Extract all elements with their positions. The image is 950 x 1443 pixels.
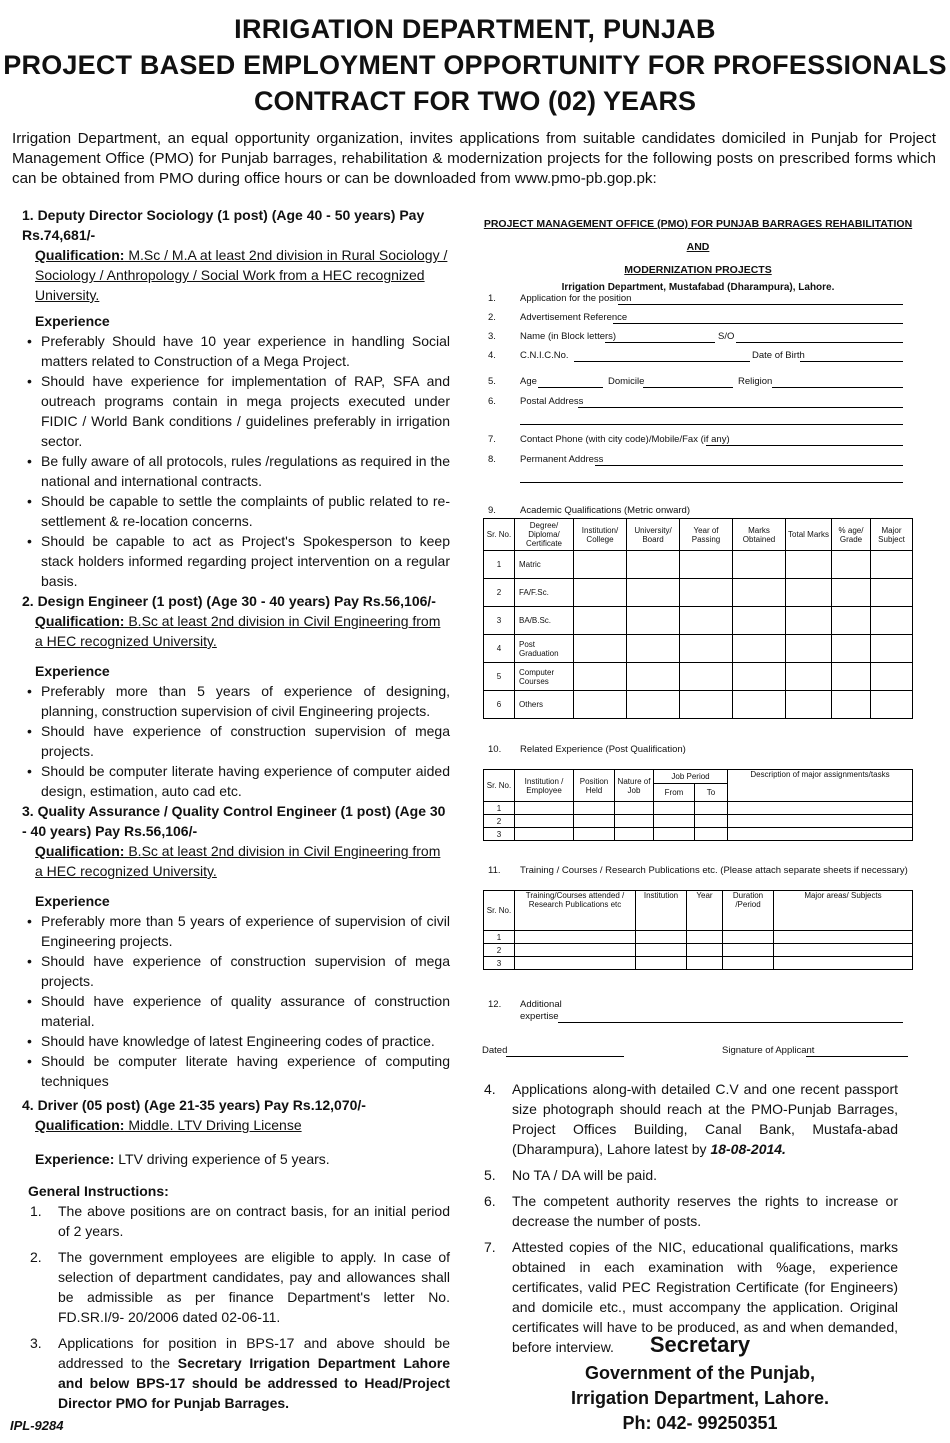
experience-list [22,331,450,591]
table-row [484,957,913,970]
field-permanent-address [478,454,908,468]
table-cell[interactable] [680,663,733,691]
field-label: Contact Phone (with city code)/Mobile/Fax (if any) [520,434,730,445]
table-cell[interactable] [786,635,832,663]
column-header: Institution / Employee [515,770,574,802]
field-contact-phone [478,434,908,448]
input-line[interactable] [520,482,903,483]
item-number: 3. [30,1335,42,1351]
table-cell[interactable] [615,815,654,828]
input-line[interactable] [643,387,733,388]
input-line[interactable] [520,424,903,425]
list-item: • Should be capable to act as Project's Spokesperson to keep stack holders informed regarding project intervention on a regular basis. [41,531,450,591]
table-cell[interactable] [654,828,695,841]
table-header-row [484,770,913,784]
table-cell[interactable] [723,944,774,957]
input-line[interactable] [574,361,750,362]
column-header: From [654,784,695,802]
post-title: 2. Design Engineer (1 post) (Age 30 - 40 years) Pay Rs.56,106/- [22,593,436,609]
input-line[interactable] [772,387,903,388]
experience-text: LTV driving experience of 5 years. [114,1151,330,1167]
dated-label: Dated [482,1045,508,1056]
instruction-item [22,1201,450,1241]
field-postal-address [478,396,908,410]
instructions-continued [478,1079,898,1363]
instruction-item [478,1079,898,1159]
instruction-item [478,1191,898,1231]
input-line[interactable] [595,465,903,466]
table-cell[interactable] [627,551,680,579]
column-header: Description of major assignments/tasks [728,770,913,802]
column-header: Duration /Period [723,891,774,931]
field-label: Application for the position [520,293,632,304]
post-title: 3. Quality Assurance / Quality Control Engineer (1 post) (Age 30 - 40 years) Pay Rs.56,106/- [22,803,446,839]
table-cell[interactable] [574,663,627,691]
signoff-phone: Ph: 042- 99250351 [622,1413,778,1433]
related-experience-label [478,744,908,758]
column-header: Sr. No. [484,770,515,802]
driver-experience [35,1149,450,1169]
table-cell[interactable] [723,931,774,944]
column-header: Training/Courses attended / Research Publications etc [515,891,636,931]
table-cell[interactable] [733,691,786,719]
field-label: Training / Courses / Research Publications etc. (Please attach separate sheets if necessary) [520,865,908,876]
list-item: • Preferably more than 5 years of experience of designing, planning, construction supervision of civil Engineering projects. [41,681,450,721]
table-row [484,815,913,828]
table-cell[interactable] [774,944,913,957]
row-number: 3 [484,607,515,635]
signoff-title: Secretary [649,1332,751,1357]
row-degree: Computer Courses [515,663,574,691]
field-number: 7. [488,434,496,445]
experience-table [483,769,913,841]
table-cell[interactable] [680,551,733,579]
table-cell[interactable] [728,828,913,841]
ad-title-department: IRRIGATION DEPARTMENT, PUNJAB [234,14,716,44]
field-label: C.N.I.C.No. [520,350,569,361]
item-number: 2. [30,1249,42,1265]
field-age [478,376,908,390]
table-cell[interactable] [654,802,695,815]
field-label: Age [520,376,537,387]
field-advertisement-reference [478,312,908,326]
table-cell[interactable] [786,551,832,579]
input-line[interactable] [605,342,715,343]
table-cell[interactable] [695,828,728,841]
item-text: Attested copies of the NIC, educational qualifications, marks obtained in each examination with %age, experience certificates, valid PEC Registration Certificate (for Engineers) and domicile etc., must accompany the application. Original certificates will have to be produced, as and when demanded, before interview. [512,1239,898,1355]
general-instructions-list [22,1201,450,1413]
table-cell[interactable] [871,579,913,607]
table-cell[interactable] [627,579,680,607]
row-degree: Others [515,691,574,719]
column-header: Job Period [654,770,728,784]
field-number: 6. [488,396,496,407]
table-cell[interactable] [832,691,871,719]
table-cell[interactable] [574,802,615,815]
row-number: 3 [484,957,515,970]
experience-heading: Experience [35,313,110,329]
qualification-text: B.Sc at least 2nd division in Civil Engineering from a HEC recognized University. [35,613,441,649]
input-line[interactable] [806,1056,908,1057]
list-item: • Should be computer literate having experience of computing techniques [41,1051,450,1091]
signoff-department: Irrigation Department, Lahore. [570,1388,830,1408]
table-cell[interactable] [871,691,913,719]
instruction-item [22,1247,450,1327]
table-header-row [484,891,913,931]
item-text: No TA / DA will be paid. [512,1167,657,1183]
column-header: Year [687,891,723,931]
table-cell[interactable] [728,802,913,815]
field-label: Name (in Block letters) [520,331,617,342]
instruction-item [22,1333,450,1413]
general-instructions-heading: General Instructions: [28,1183,169,1199]
experience-list [22,911,450,1091]
row-degree: Post Graduation [515,635,574,663]
field-number: 12. [488,999,502,1010]
application-form [478,213,918,1056]
field-name [478,331,908,345]
table-cell[interactable] [832,579,871,607]
experience-label: Experience: [35,1151,115,1167]
table-row [484,663,913,691]
dated-field [478,1045,908,1059]
row-number: 2 [484,579,515,607]
input-line[interactable] [618,304,903,305]
table-cell[interactable] [687,931,723,944]
row-number: 1 [484,802,515,815]
input-line[interactable] [736,342,903,343]
list-item: • Preferably more than 5 years of experience of supervision of civil Engineering projects. [41,911,450,951]
qualification-text: M.Sc / M.A at least 2nd division in Rural Sociology / Sociology / Anthropology / Social Work from a HEC recognized University. [35,247,448,303]
table-row [484,931,913,944]
table-cell[interactable] [515,828,574,841]
column-header: Major Subject [871,519,913,551]
table-cell[interactable] [680,579,733,607]
table-cell[interactable] [786,607,832,635]
column-header: Institution/ College [574,519,627,551]
post-qualification [35,611,450,651]
table-cell[interactable] [515,815,574,828]
row-number: 4 [484,635,515,663]
input-line[interactable] [706,445,903,446]
post-title: 1. Deputy Director Sociology (1 post) (Age 40 - 50 years) Pay Rs.74,681/- [22,207,425,243]
item-text-bold: Secretary Irrigation Department Lahore and below BPS-17 should be addressed to Head/Project Director PMO for Punjab Barrages. [58,1355,451,1411]
table-cell[interactable] [574,607,627,635]
list-item: • Preferably Should have 10 year experience in handling Social matters related to Construction of a Mega Project. [41,331,450,371]
post-title: 4. Driver (05 post) (Age 21-35 years) Pay Rs.12,070/- [22,1097,366,1113]
table-cell[interactable] [627,691,680,719]
field-number: 8. [488,454,496,465]
academic-qualifications-label [478,505,908,519]
field-number: 9. [488,505,496,516]
row-degree: FA/F.Sc. [515,579,574,607]
academic-table [483,518,913,719]
list-item: • Should have experience for implementation of RAP, SFA and outreach programs contain in mega projects executed under FIDIC / World Bank conditions / guidelines preferably in irrigation sector. [41,371,450,451]
ad-title-contract: CONTRACT FOR TWO (02) YEARS [253,86,696,116]
table-cell[interactable] [733,607,786,635]
item-number: 5. [484,1167,496,1183]
column-header: Institution [636,891,687,931]
dob-label: Date of Birth [752,350,805,361]
ad-title-opportunity: PROJECT BASED EMPLOYMENT OPPORTUNITY FOR PROFESSIONALS [3,50,947,80]
form-title-line1: PROJECT MANAGEMENT OFFICE (PMO) FOR PUNJAB BARRAGES REHABILITATION AND [483,218,913,253]
table-cell[interactable] [832,607,871,635]
table-row [484,828,913,841]
column-header: Degree/ Diploma/ Certificate [515,519,574,551]
column-header: Nature of Job [615,770,654,802]
field-position [478,293,908,307]
table-cell[interactable] [687,944,723,957]
item-number: 1. [30,1203,42,1219]
table-cell[interactable] [627,607,680,635]
religion-label: Religion [738,376,773,387]
table-cell[interactable] [574,828,615,841]
table-row [484,802,913,815]
column-header: Sr. No. [484,519,515,551]
qualification-label: Qualification: [35,843,125,859]
table-cell[interactable] [615,802,654,815]
training-label [478,865,908,879]
table-cell[interactable] [680,635,733,663]
item-number: 6. [484,1193,496,1209]
item-text: Applications along-with detailed C.V and one recent passport size photograph should reach at the PMO-Punjab Barrages, Project Offices Building, Canal Bank, Mustafa-abad (Dharampura), Lahore latest by [512,1081,898,1157]
input-line[interactable] [613,323,903,324]
intro-paragraph: Irrigation Department, an equal opportunity organization, invites applications from suitable candidates domiciled in Punjab for Project Management Office (PMO) for Punjab barrages, rehabilitation & modernization projects for the following posts on prescribed forms which can be obtained from PMO during office hours or can be downloaded from www.pmo-pb.gop.pk: [12,130,936,187]
table-row [484,944,913,957]
row-number: 2 [484,815,515,828]
table-cell[interactable] [871,551,913,579]
table-cell[interactable] [680,691,733,719]
row-number: 1 [484,931,515,944]
so-label: S/O [718,331,735,342]
qualification-label: Qualification: [35,247,125,263]
table-row [484,691,913,719]
table-cell[interactable] [832,551,871,579]
field-cnic [478,350,908,364]
row-number: 5 [484,663,515,691]
field-number: 1. [488,293,496,304]
table-cell[interactable] [774,957,913,970]
field-number: 2. [488,312,496,323]
deadline-date: 18-08-2014. [710,1141,786,1157]
column-header: University/ Board [627,519,680,551]
row-number: 2 [484,944,515,957]
table-cell[interactable] [515,802,574,815]
row-number: 1 [484,551,515,579]
table-cell[interactable] [733,635,786,663]
table-cell[interactable] [636,957,687,970]
field-label: Postal Address [520,396,584,407]
item-number: 4. [484,1081,496,1097]
table-cell[interactable] [786,691,832,719]
table-row [484,607,913,635]
table-cell[interactable] [832,663,871,691]
field-number: 10. [488,744,502,755]
form-title-line2: MODERNIZATION PROJECTS [624,264,772,276]
table-cell[interactable] [654,815,695,828]
input-line[interactable] [558,1022,903,1023]
input-line[interactable] [578,407,903,408]
field-number: 4. [488,350,496,361]
table-cell[interactable] [695,802,728,815]
table-cell[interactable] [733,579,786,607]
table-cell[interactable] [695,815,728,828]
item-text: The competent authority reserves the rights to increase or decrease the number of posts. [512,1193,898,1229]
list-item: • Should have knowledge of latest Engineering codes of practice. [41,1031,450,1051]
list-item: • Should be capable to settle the complaints of public related to re-settlement & re-location concerns. [41,491,450,531]
signature-label: Signature of Applicant [722,1045,815,1056]
domicile-label: Domicile [608,376,645,387]
list-item: • Should be computer literate having experience of computer aided design, estimation, auto cad etc. [41,761,450,801]
row-number: 6 [484,691,515,719]
table-cell[interactable] [723,957,774,970]
table-cell[interactable] [574,635,627,663]
field-label: Advertisement Reference [520,312,628,323]
list-item: • Should have experience of quality assurance of construction material. [41,991,450,1031]
table-cell[interactable] [680,607,733,635]
signoff-government: Government of the Punjab, [584,1363,816,1383]
table-cell[interactable] [515,931,636,944]
item-text: The government employees are eligible to apply. In case of selection of department candidates, pay and allowances shall be admissible as per finance Department's letter No. FD.SR.I/9- 20/2006 dated 02-06-11. [58,1249,450,1325]
post-qualification [35,1115,450,1135]
table-cell[interactable] [515,944,636,957]
list-item: • Should have experience of construction supervision of mega projects. [41,951,450,991]
table-cell[interactable] [687,957,723,970]
form-title [478,213,918,282]
table-cell[interactable] [786,663,832,691]
table-cell[interactable] [871,663,913,691]
item-number: 7. [484,1239,496,1255]
field-number: 11. [488,865,501,876]
field-label: Permanent Address [520,454,604,465]
table-cell[interactable] [574,551,627,579]
table-cell[interactable] [574,815,615,828]
form-subtitle: Irrigation Department, Mustafabad (Dharampura), Lahore. [561,282,835,293]
list-item: • Be fully aware of all protocols, rules /regulations as required in the national and international contracts. [41,451,450,491]
experience-heading: Experience [35,893,110,909]
field-label: Additional expertise [520,999,562,1022]
row-degree: BA/B.Sc. [515,607,574,635]
input-line[interactable] [800,361,903,362]
table-cell[interactable] [733,551,786,579]
table-cell[interactable] [786,579,832,607]
field-number: 5. [488,376,496,387]
post-qualification [35,245,450,305]
row-number: 3 [484,828,515,841]
table-cell[interactable] [871,607,913,635]
qualification-text: Middle. LTV Driving License [124,1117,302,1133]
table-cell[interactable] [615,828,654,841]
qualification-text: B.Sc at least 2nd division in Civil Engineering from a HEC recognized University. [35,843,441,879]
row-degree: Matric [515,551,574,579]
list-item: • Should have experience of construction supervision of mega projects. [41,721,450,761]
column-header: Sr. No. [484,891,515,931]
table-cell[interactable] [871,635,913,663]
table-cell[interactable] [574,579,627,607]
table-row [484,551,913,579]
table-cell[interactable] [832,635,871,663]
field-label: Related Experience (Post Qualification) [520,744,686,755]
table-cell[interactable] [728,815,913,828]
table-row [484,579,913,607]
table-cell[interactable] [515,957,636,970]
table-row [484,635,913,663]
table-cell[interactable] [636,931,687,944]
field-label: Academic Qualifications (Metric onward) [520,505,691,516]
column-header: Year of Passing [680,519,733,551]
experience-list [22,681,450,801]
table-cell[interactable] [774,931,913,944]
post-qualification [35,841,450,881]
column-header: To [695,784,728,802]
column-header: % age/ Grade [832,519,871,551]
table-cell[interactable] [574,691,627,719]
table-cell[interactable] [627,635,680,663]
qualification-label: Qualification: [35,613,125,629]
input-line[interactable] [538,387,603,388]
column-header: Marks Obtained [733,519,786,551]
field-number: 3. [488,331,496,342]
column-header: Major areas/ Subjects [774,891,913,931]
table-header-row [484,519,913,551]
column-header: Position Held [574,770,615,802]
table-cell[interactable] [636,944,687,957]
ipl-number: IPL-9284 [10,1418,64,1433]
instruction-item [478,1165,898,1185]
additional-expertise-field [478,999,908,1025]
posts-column [22,205,450,1419]
input-line[interactable] [506,1056,624,1057]
qualification-label: Qualification: [35,1117,125,1133]
training-table [483,890,913,970]
column-header: Total Marks [786,519,832,551]
item-text: The above positions are on contract basis, for an initial period of 2 years. [58,1203,450,1239]
instructions-list [478,1079,898,1357]
item-text: Applications for position in BPS-17 and above should be addressed to the [58,1335,450,1371]
table-cell[interactable] [627,663,680,691]
experience-heading: Experience [35,663,110,679]
table-cell[interactable] [733,663,786,691]
